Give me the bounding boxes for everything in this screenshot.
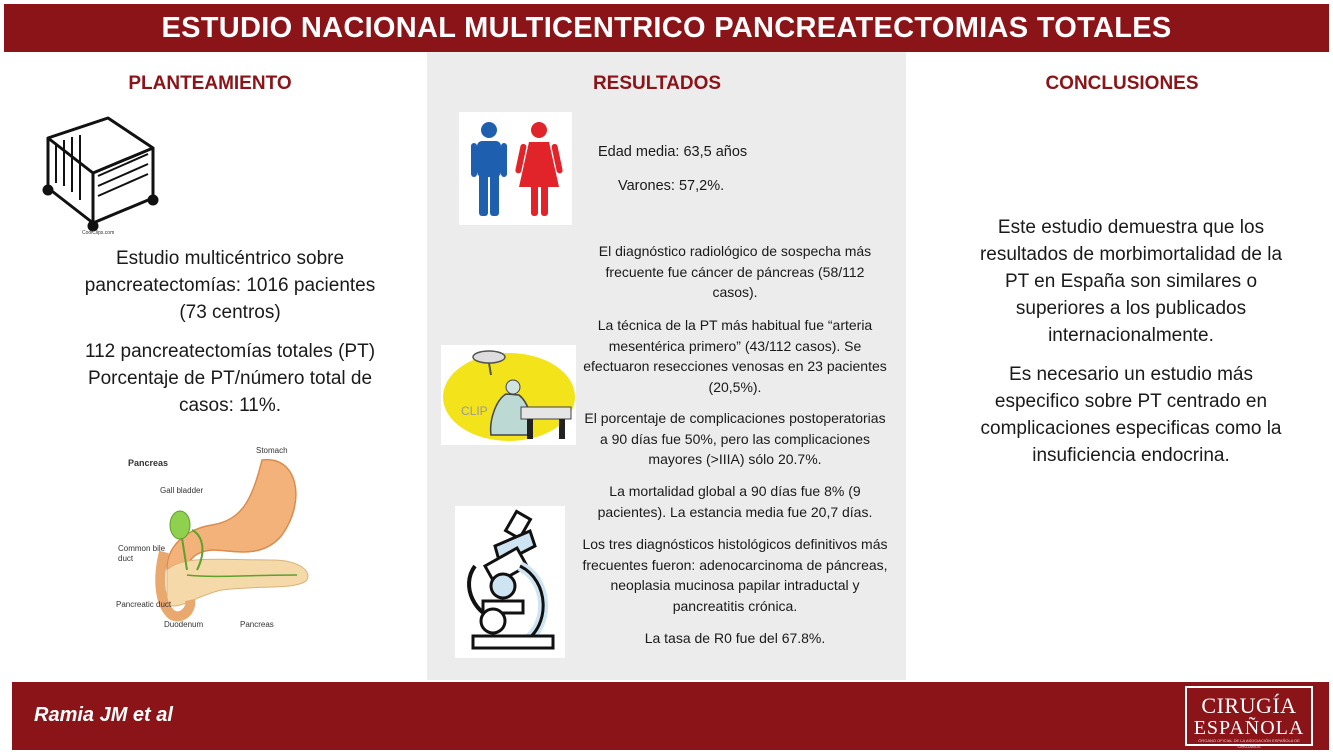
logo-line1: CIRUGÍA bbox=[1201, 693, 1297, 718]
label-common-bile: Common bile bbox=[118, 544, 166, 553]
r0-rate: La tasa de R0 fue del 67.8%. bbox=[644, 630, 826, 646]
label-duodenum: Duodenum bbox=[164, 620, 204, 629]
female-figure-icon bbox=[515, 122, 563, 216]
label-pancreas: Pancreas bbox=[240, 620, 274, 629]
conclusion-2: Es necesario un estudio más especifico sobre PT centrado en complicaciones especificas como la insuficiencia endocrina. bbox=[980, 364, 1282, 466]
radiologic-diagnosis: El diagnóstico radiológico de sospecha más frecuente fue cáncer de páncreas (58/112 casos). bbox=[598, 243, 872, 300]
mean-age: Edad media: 63,5 años bbox=[598, 144, 748, 160]
planteamiento-heading: PLANTEAMIENTO bbox=[128, 73, 292, 94]
label-stomach: Stomach bbox=[256, 446, 288, 455]
poster-title: ESTUDIO NACIONAL MULTICENTRICO PANCREATECTOMIAS TOTALES bbox=[4, 4, 1329, 52]
logo-line3: ÓRGANO OFICIAL DE LA ASOCIACIÓN ESPAÑOLA DE CIRUJANOS bbox=[1198, 738, 1300, 749]
logo-line2: ESPAÑOLA bbox=[1193, 717, 1305, 739]
footer-bar bbox=[12, 682, 1329, 750]
label-gall-bladder: Gall bladder bbox=[160, 486, 204, 495]
gender-figures bbox=[459, 112, 572, 225]
resultados-heading: RESULTADOS bbox=[592, 73, 722, 94]
diagram-title: Pancreas bbox=[128, 458, 169, 468]
histologic-diagnoses: Los tres diagnósticos histológicos definitivos más frecuentes fueron: adenocarcinoma de páncreas, neoplasia mucinosa papilar intraductal y pancreatitis crónica. bbox=[582, 536, 888, 614]
conclusiones-heading: CONCLUSIONES bbox=[1045, 73, 1199, 94]
microscope-icon bbox=[455, 506, 565, 658]
complications-rate: El porcentaje de complicaciones postoperatorias a 90 días fue 50%, pero las complicaciones mayores (>IIIA) sólo 20.7%. bbox=[584, 410, 886, 467]
study-description: Estudio multicéntrico sobre pancreatectomías: 1016 pacientes (73 centros) bbox=[84, 248, 376, 323]
label-pancreatic-duct: Pancreatic duct bbox=[116, 600, 172, 609]
surgical-technique: La técnica de la PT más habitual fue “arteria mesentérica primero” (43/112 casos). Se efectuaron resecciones venosas en 23 pacientes (20,5%). bbox=[583, 317, 887, 395]
hospital-bed-icon bbox=[38, 108, 166, 236]
label-duct: duct bbox=[118, 554, 134, 563]
bed-caption: CoolClips.com bbox=[82, 230, 115, 236]
pancreas-diagram bbox=[112, 440, 322, 640]
male-percentage: Varones: 57,2%. bbox=[618, 178, 725, 194]
surgery-clipart-icon bbox=[441, 345, 576, 445]
total-pancreatectomy-summary: 112 pancreatectomías totales (PT) Porcentaje de PT/número total de casos: 11%. bbox=[84, 341, 376, 416]
journal-logo bbox=[1185, 686, 1313, 749]
conclusion-1: Este estudio demuestra que los resultados de morbimortalidad de la PT en España son similares o superiores a los publicados internacionalmente. bbox=[979, 217, 1283, 346]
male-figure-icon bbox=[471, 122, 507, 216]
mortality-and-stay: La mortalidad global a 90 días fue 8% (9 pacientes). La estancia media fue 20,7 días. bbox=[597, 483, 873, 520]
author-credit: Ramia JM et al bbox=[34, 704, 173, 726]
svg-text:CLIP: CLIP bbox=[461, 404, 488, 418]
